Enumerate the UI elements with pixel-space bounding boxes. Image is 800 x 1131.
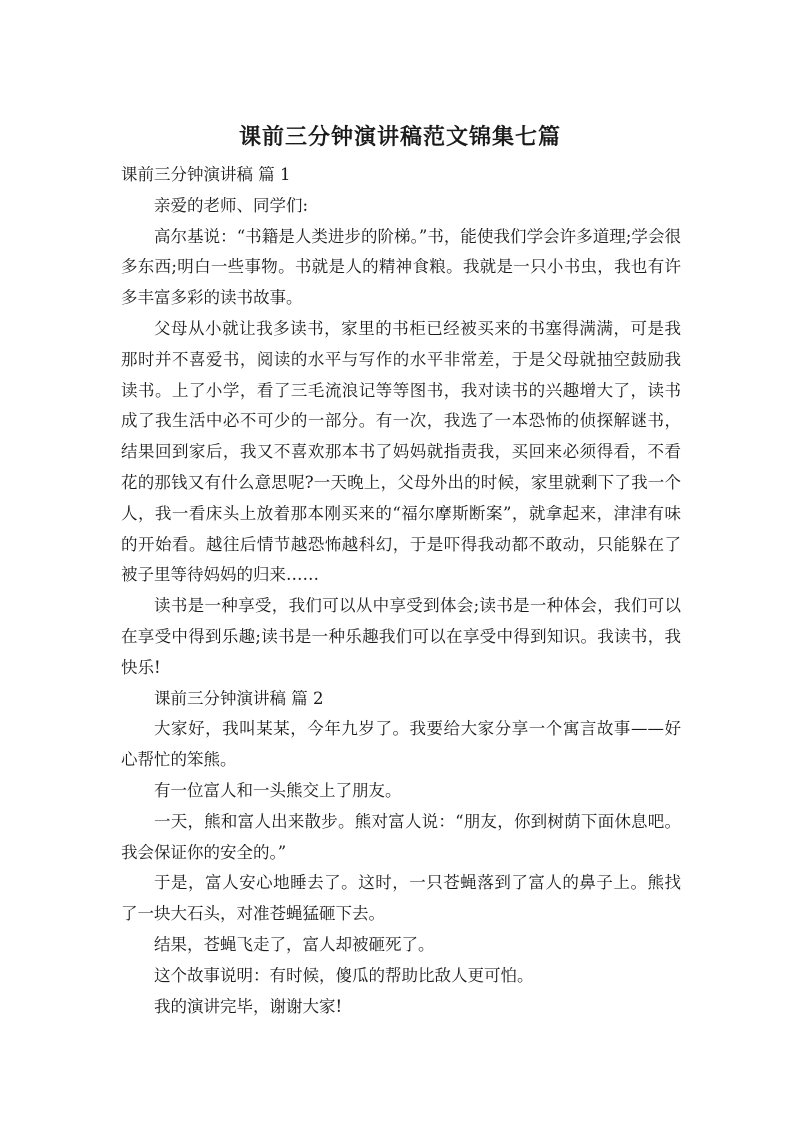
section-2: [121, 684, 681, 1023]
paragraph: 父母从小就让我多读书，家里的书柜已经被买来的书塞得满满，可是我那时并不喜爱书，阅读的水平与写作的水平非常差，于是父母就抽空鼓励我读书。上了小学，看了三毛流浪记等等图书，我对读书的兴趣增大了，读书成了我生活中必不可少的一部分。有一次，我选了一本恐怖的侦探解谜书，结果回到家后，我又不喜欢那本书了妈妈就指责我，买回来必须得看，不看花的那钱又有什么意思呢?一天晚上，父母外出的时候，家里就剩下了我一个人，我一看床头上放着那本刚买来的“福尔摩斯断案”，就拿起来，津津有味的开始看。越往后情节越恐怖越科幻，于是吓得我动都不敢动，只能躲在了被子里等待妈妈的归来……: [121, 318, 681, 585]
section-heading: 课前三分钟演讲稿 篇 2: [154, 688, 324, 708]
paragraph: 大家好，我叫某某，今年九岁了。我要给大家分享一个寓言故事——好心帮忙的笨熊。: [121, 719, 681, 770]
paragraph: 结果，苍蝇飞走了，富人却被砸死了。: [154, 934, 435, 954]
paragraph: 亲爱的老师、同学们:: [154, 195, 309, 215]
paragraph: 一天，熊和富人出来散步。熊对富人说：“朋友，你到树荫下面休息吧。我会保证你的安全的。”: [121, 811, 681, 862]
paragraph: 我的演讲完毕，谢谢大家!: [154, 996, 343, 1016]
document-body: [121, 160, 681, 1022]
paragraph: 有一位富人和一头熊交上了朋友。: [154, 780, 402, 800]
section-heading: 课前三分钟演讲稿 篇 1: [121, 165, 291, 184]
paragraph: 高尔基说：“书籍是人类进步的阶梯。”书，能使我们学会许多道理;学会很多东西;明白一些事物。书就是人的精神食粮。我就是一只小书虫，我也有许多丰富多彩的读书故事。: [121, 226, 681, 308]
section-1: [121, 160, 681, 684]
paragraph: 于是，富人安心地睡去了。这时，一只苍蝇落到了富人的鼻子上。熊找了一块大石头，对准苍蝇猛砸下去。: [121, 873, 681, 924]
paragraph: 读书是一种享受，我们可以从中享受到体会;读书是一种体会，我们可以在享受中得到乐趣;读书是一种乐趣我们可以在享受中得到知识。我读书，我快乐!: [121, 596, 681, 677]
paragraph: 这个故事说明：有时候，傻瓜的帮助比敌人更可怕。: [154, 965, 534, 985]
document-title: 课前三分钟演讲稿范文锦集七篇: [238, 125, 561, 150]
